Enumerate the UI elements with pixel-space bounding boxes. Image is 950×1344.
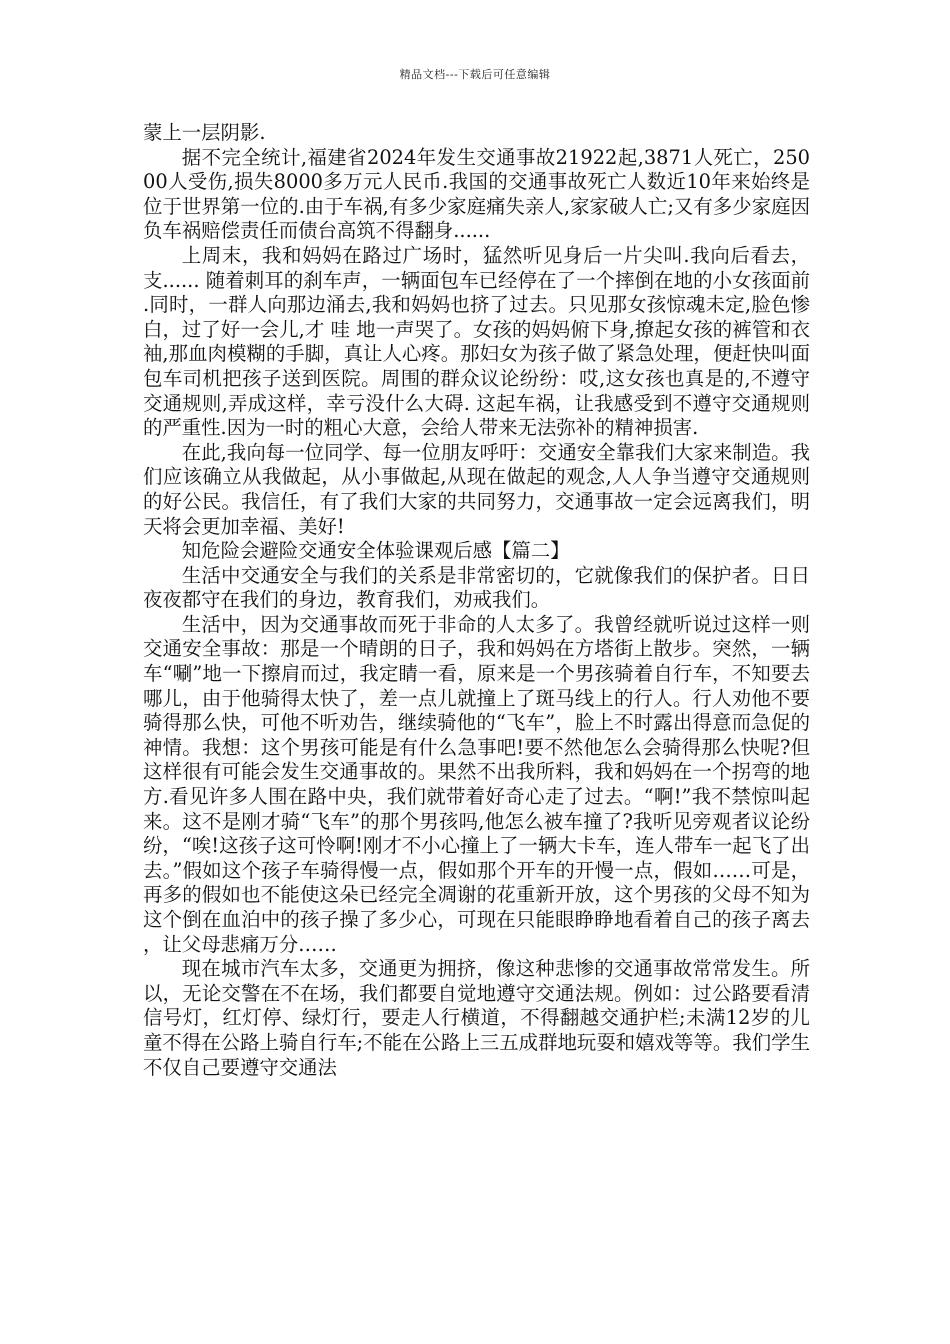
- paragraph-3: 上周末，我和妈妈在路过广场时，猛然听见身后一片尖叫.我向后看去， 支...... 随着刺耳的刹车声，一辆面包车已经停在了一个摔倒在地的小女孩面前.同时，一群人向那边涌去,我和妈妈也挤了过去。只见那女孩惊魂未定,脸色惨白，过了好一会儿,才 哇 地一声哭了。女孩的妈妈俯下身,撩起女孩的裤管和衣袖,那血肉模糊的手脚，真让人心疼。那妇女为孩子做了紧急处理，便赶快叫面包车司机把孩子送到医院。周围的群众议论纷纷：哎,这女孩也真是的,不遵守交通规则,弄成这样，幸亏没什么大碍. 这起车祸，让我感受到不遵守交通规则的严重性.因为一时的粗心大意，会给人带来无法弥补的精神损害.: [143, 243, 810, 440]
- page-header: 精品文档---下载后可任意编辑: [399, 68, 551, 81]
- paragraph-4: 在此,我向每一位同学、每一位朋友呼吁：交通安全靠我们大家来制造。我们应该确立从我做起，从小事做起,从现在做起的观念,人人争当遵守交通规则的好公民。我信任，有了我们大家的共同努力，交通事故一定会远离我们，明天将会更加幸福、美好!: [143, 440, 810, 538]
- section-heading: 知危险会避险交通安全体验课观后感【篇二】: [181, 539, 570, 563]
- paragraph-5: 生活中交通安全与我们的关系是非常密切的，它就像我们的保护者。日日夜夜都守在我们的身边，教育我们，劝戒我们。: [143, 563, 810, 612]
- paragraph-7: 现在城市汽车太多，交通更为拥挤，像这种悲惨的交通事故常常发生。所以，无论交警在不在场，我们都要自觉地遵守交通法规。例如：过公路要看清信号灯，红灯停、绿灯行，要走人行横道，不得翻越交通护栏;未满12岁的儿童不得在公路上骑自行车;不能在公路上三五成群地玩耍和嬉戏等等。我们学生不仅自己要遵守交通法: [143, 957, 810, 1079]
- paragraph-2: 据不完全统计,福建省2024年发生交通事故21922起,3871人死亡，25000人受伤,损失8000多万元人民币.我国的交通事故死亡人数近10年来始终是位于世界第一位的.由于车祸,有多少家庭痛失亲人,家家破人亡;又有多少家庭因负车祸赔偿责任而债台高筑不得翻身......: [143, 145, 810, 243]
- document-body: [143, 121, 810, 1080]
- paragraph-1: 蒙上一层阴影.: [143, 121, 266, 144]
- paragraph-6: 生活中，因为交通事故而死于非命的人太多了。我曾经就听说过这样一则交通安全事故：那是一个晴朗的日子，我和妈妈在方塔街上散步。突然，一辆车“唰”地一下擦肩而过，我定睛一看，原来是一个男孩骑着自行车，不知要去哪儿，由于他骑得太快了，差一点儿就撞上了斑马线上的行人。行人劝他不要骑得那么快，可他不听劝告，继续骑他的“飞车”，脸上不时露出得意而急促的神情。我想：这个男孩可能是有什么急事吧!要不然他怎么会骑得那么快呢?但这样很有可能会发生交通事故的。果然不出我所料，我和妈妈在一个拐弯的地方.看见许多人围在路中央，我们就带着好奇心走了过去。“啊!”我不禁惊叫起来。这不是刚才骑“飞车”的那个男孩吗,他怎么被车撞了?我听见旁观者议论纷纷，“唉!这孩子这可怜啊!刚才不小心撞上了一辆大卡车，连人带车一起飞了出去。”假如这个孩子车骑得慢一点，假如那个开车的开慢一点，假如……可是，再多的假如也不能使这朵已经完全凋谢的花重新开放，这个男孩的父母不知为这个倒在血泊中的孩子操了多少心，可现在只能眼睁睁地看着自己的孩子离去，让父母悲痛万分……: [143, 612, 810, 956]
